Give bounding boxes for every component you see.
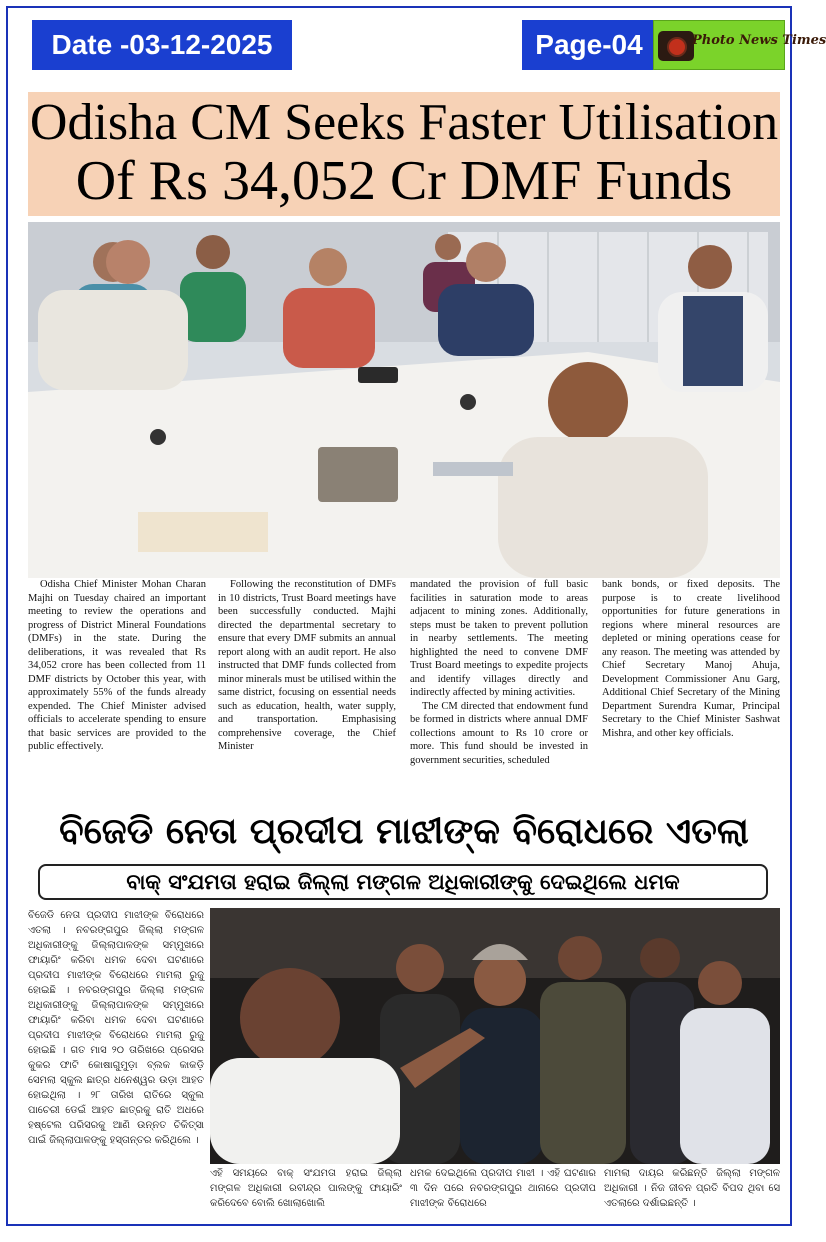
- photo-news-times-logo: [653, 20, 826, 70]
- meeting-photo-illustration: [28, 222, 780, 578]
- story2-subheadline: ବାକ୍ ସଂଯମତା ହରାଇ ଜିଲ୍ଲା ମଙ୍ଗଳ ଅଧିକାରୀଙ୍କୁ ଦେଇଥିଲେ ଧମକ: [38, 864, 768, 900]
- story1-column-4: [602, 578, 780, 740]
- story1-column-1: [28, 578, 206, 754]
- camera-icon: [658, 31, 694, 61]
- confrontation-photo-illustration: [210, 908, 780, 1164]
- story1-paragraph: Odisha Chief Minister Mohan Charan Majhi on Tuesday chaired an important meeting to review the operations and progress of District Mineral Foundations (DMFs) in the state. During the deliberations, it was revealed that Rs 34,052 crore has been collected from 11 DMF districts by October this year, with approximately 55% of the funds already expended. The Chief Minister advised officials to accelerate spending to ensure that basic services are provided to the public effectively.: [28, 579, 206, 752]
- story2-column-3: ଧମକ ଦେଇଥିଲେ ପ୍ରଦୀପ ମାଝୀ । ଏହି ଘଟଣାର ୩ ଦିନ ପରେ ନବରଙ୍ଗପୁର ଥାନାରେ ପ୍ରଦୀପ ମାଝୀଙ୍କ ବିରୋଧରେ: [410, 1168, 596, 1209]
- story1-paragraph: bank bonds, or fixed deposits. The purpose is to create livelihood opportunities for future generations in regions where mineral resources are depleted or mining operations cease for any reason. The meeting was attended by Chief Secretary Manoj Ahuja, Development Commissioner Anu Garg, Additional Chief Secretary of the Mining Department Surendra Kumar, Principal Secretary to the Chief Minister Sashwat Mishra, and other key officials.: [602, 579, 780, 739]
- story2-column-1: ବିଜେଡି ନେତା ପ୍ରଦୀପ ମାଝୀଙ୍କ ବିରୋଧରେ ଏତଲା । ନବରଙ୍ଗପୁର ଜିଲ୍ଲା ମଙ୍ଗଳ ଅଧିକାରୀଙ୍କୁ ଜିଲ୍ଲାପାଳଙ୍କ ସମ୍ମୁଖରେ ଫାୟାରିଂ କରିବା ଧମକ ଦେବା ଘଟଣାରେ ପ୍ରଦୀପ ମାଝୀଙ୍କ ବିରୋଧରେ ମାମଲା ରୁଜୁ ହୋଇଛି । ନବରଙ୍ଗପୁର ଜିଲ୍ଲା ମଙ୍ଗଳ ଅଧିକାରୀଙ୍କୁ ଜିଲ୍ଲାପାଳଙ୍କ ସମ୍ମୁଖରେ ଫାୟାରିଂ କରିବା ଧମକ ଦେବା ଘଟଣାରେ ପ୍ରଦୀପ ମାଝୀଙ୍କ ବିରୋଧରେ ମାମଲା ରୁଜୁ ହୋଇଛି । ଗତ ମାସ ୨୦ ତାରିଖରେ ପ୍ରେସର କୁକର ଫାଟି କୋଷାଗୁମୁଡ଼ା ବ୍ଲକ କାକଡ଼ି ସେମଲା ସ୍କୁଲ ଛାତ୍ର ଧନେଶ୍ୱର ଉଡ଼ା ଆହତ ହୋଇଥିଲା । ୨୮ ତାରିଖ ରାତିରେ ସ୍କୁଲ ପାଚେରୀ ଡେଇଁ ଆହତ ଛାତ୍ରକୁ ରାତି ଅଧରେ ହଷ୍ଟେଲ ପରିସରକୁ ଆଣି ଉନ୍ନତ ଚିକିତ୍ସା ପାଇଁ ଜିଲ୍ଲାପାଳଙ୍କୁ ହସ୍ତାନ୍ତର କରିଥିଲେ ।: [28, 910, 204, 1146]
- story2-column-4: ମାମଲା ଦାୟର କରିଛନ୍ତି ଜିଲ୍ଲା ମଙ୍ଗଳ ଅଧିକାରୀ । ନିଜ ଜୀବନ ପ୍ରତି ବିପଦ ଥିବା ସେ ଏତଲାରେ ଦର୍ଶାଇଛନ୍ତି ।: [604, 1168, 780, 1209]
- story1-paragraph: Following the reconstitution of DMFs in 10 districts, Trust Board meetings have been successfully conducted. Majhi directed the departmental secretary to ensure that every DMF submits an annual report along with an audit report. He also instructed that DMF funds collected from minor minerals must be utilised within the same district, focusing on essential needs such as education, health, water supply, and transportation. Emphasising comprehensive coverage, the Chief Minister: [218, 579, 396, 752]
- story2-column-2: ଏହି ସମୟରେ ବାକ୍ ସଂଯମତା ହରାଇ ଜିଲ୍ଲା ମଙ୍ଗଳ ଅଧିକାରୀ ରବୀନ୍ଦ୍ର ପାଲଙ୍କୁ ଫାୟାରିଂ କରିଦେବେ ବୋଲି ଖୋଲାଖୋଲି: [210, 1168, 402, 1209]
- story1-column-2: [218, 578, 396, 754]
- confrontation-photo: [210, 908, 780, 1164]
- story1-headline-line2: Of Rs 34,052 Cr DMF Funds: [75, 150, 733, 212]
- story1-paragraph: mandated the provision of full basic facilities in saturation mode to areas adjacent to mining zones. Additionally, steps must be taken to prevent pollution in nearby settlements. The meeting highlighted the need to convene DMF Trust Board meetings to expedite projects and identify villages directly and indirectly affected by mining activities.: [410, 579, 588, 698]
- page-number-badge: Page-04: [522, 20, 656, 70]
- story2-headline: ବିଜେଡି ନେତା ପ୍ରଦୀପ ମାଝୀଙ୍କ ବିରୋଧରେ ଏତଲା: [59, 811, 749, 852]
- date-badge: Date -03-12-2025: [32, 20, 292, 70]
- newspaper-page: [6, 6, 826, 1226]
- story1-column-3: [410, 578, 588, 767]
- story1-headline: [28, 92, 780, 216]
- story1-body: [28, 578, 780, 800]
- logo-text: Photo News Times: [692, 33, 826, 48]
- story1-paragraph: The CM directed that endowment fund be formed in districts where annual DMF collections amount to Rs 10 crore or more. This fund should be invested in government securities, scheduled: [410, 700, 588, 766]
- story1-headline-line1: Odisha CM Seeks Faster Utilisation: [29, 94, 779, 151]
- meeting-photo: [28, 222, 780, 578]
